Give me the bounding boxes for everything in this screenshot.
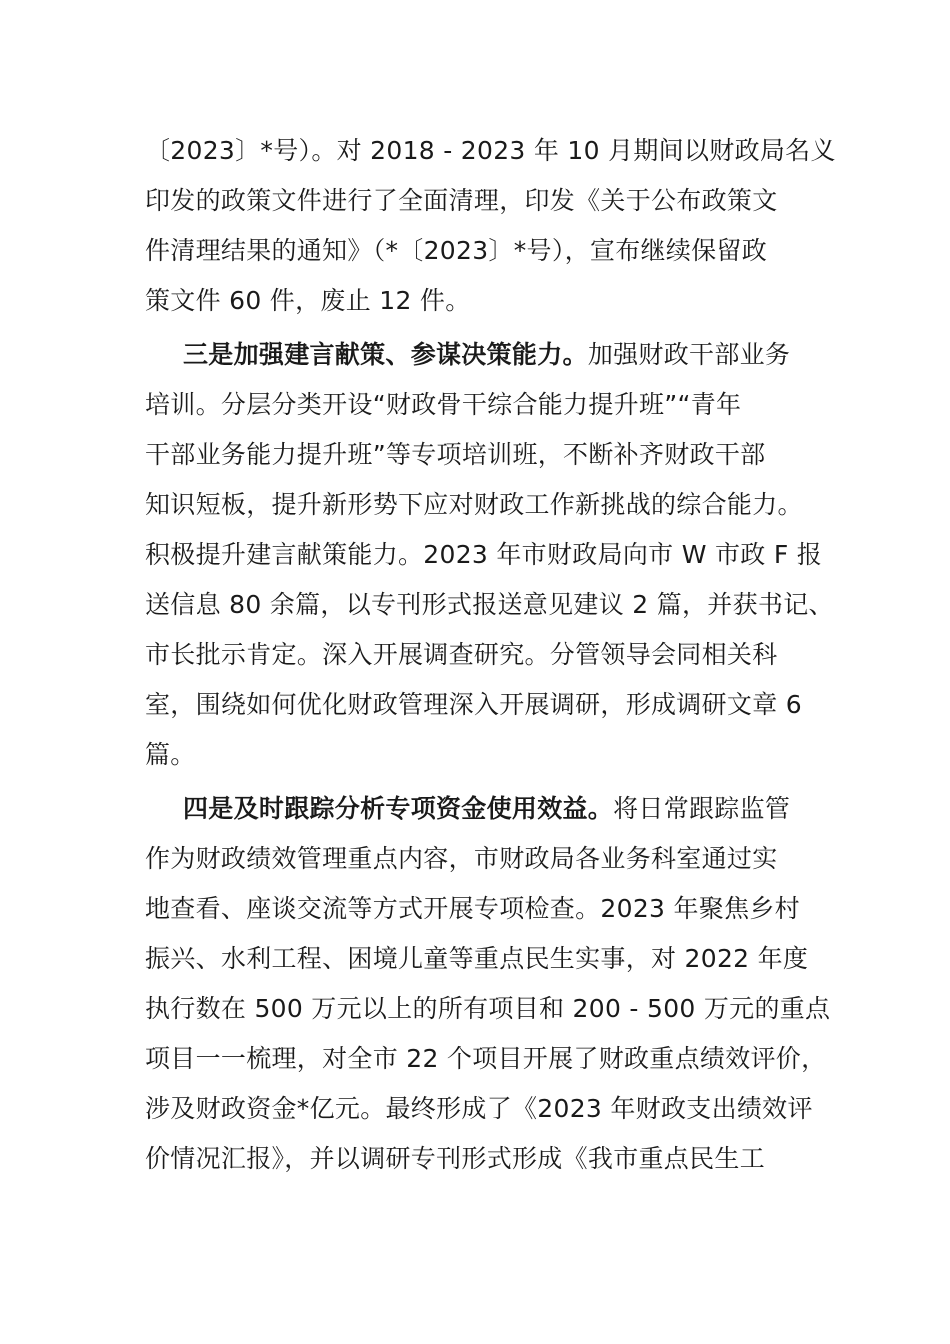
text-line: 积极提升建言献策能力。2023 年市财政局向市 W 市政 F 报 [145, 540, 823, 569]
text-line [145, 784, 810, 834]
text-line: 市长批示肯定。深入开展调查研究。分管领导会同相关科 [145, 640, 778, 669]
text-line: 培训。分层分类开设“财政骨干综合能力提升班”“青年 [145, 390, 742, 419]
text-line: 室，围绕如何优化财政管理深入开展调研，形成调研文章 6 [145, 690, 802, 719]
text-line: 执行数在 500 万元以上的所有项目和 200 - 500 万元的重点 [145, 994, 831, 1023]
text-line: 项目一一梳理，对全市 22 个项目开展了财政重点绩效评价， [145, 1044, 827, 1073]
text-line: 知识短板，提升新形势下应对财政工作新挑战的综合能力。 [145, 490, 803, 519]
paragraph-heading: 四是及时跟踪分析专项资金使用效益。 [183, 794, 614, 823]
paragraph-policy-cleanup [145, 126, 836, 326]
text-line: 〔2023〕*号）。对 2018 - 2023 年 10 月期间以财政局名义 [145, 136, 836, 165]
text-line: 振兴、水利工程、困境儿童等重点民生实事，对 2022 年度 [145, 944, 809, 973]
text-line: 涉及财政资金*亿元。最终形成了《2023 年财政支出绩效评 [145, 1094, 813, 1123]
text-line: 地查看、座谈交流等方式开展专项检查。2023 年聚焦乡村 [145, 894, 800, 923]
text-run: 加强财政干部业务 [587, 340, 791, 369]
text-line: 价情况汇报》，并以调研专刊形式形成《我市重点民生工 [145, 1144, 766, 1173]
text-line: 策文件 60 件，废止 12 件。 [145, 286, 471, 315]
text-line: 干部业务能力提升班”等专项培训班，不断补齐财政干部 [145, 440, 766, 469]
text-line: 印发的政策文件进行了全面清理，印发《关于公布政策文 [145, 186, 778, 215]
text-line: 送信息 80 余篇，以专刊形式报送意见建议 2 篇，并获书记、 [145, 590, 834, 619]
text-line: 篇。 [145, 740, 196, 769]
text-line: 作为财政绩效管理重点内容，市财政局各业务科室通过实 [145, 844, 778, 873]
paragraph-fund-tracking [145, 784, 831, 1184]
paragraph-heading: 三是加强建言献策、参谋决策能力。 [183, 340, 588, 369]
text-run: 将日常跟踪监管 [613, 794, 791, 823]
document-body [145, 126, 836, 1184]
text-line: 件清理结果的通知》（*〔2023〕*号），宣布继续保留政 [145, 236, 768, 265]
text-line [145, 330, 810, 380]
paragraph-advisory-capacity [145, 330, 834, 780]
